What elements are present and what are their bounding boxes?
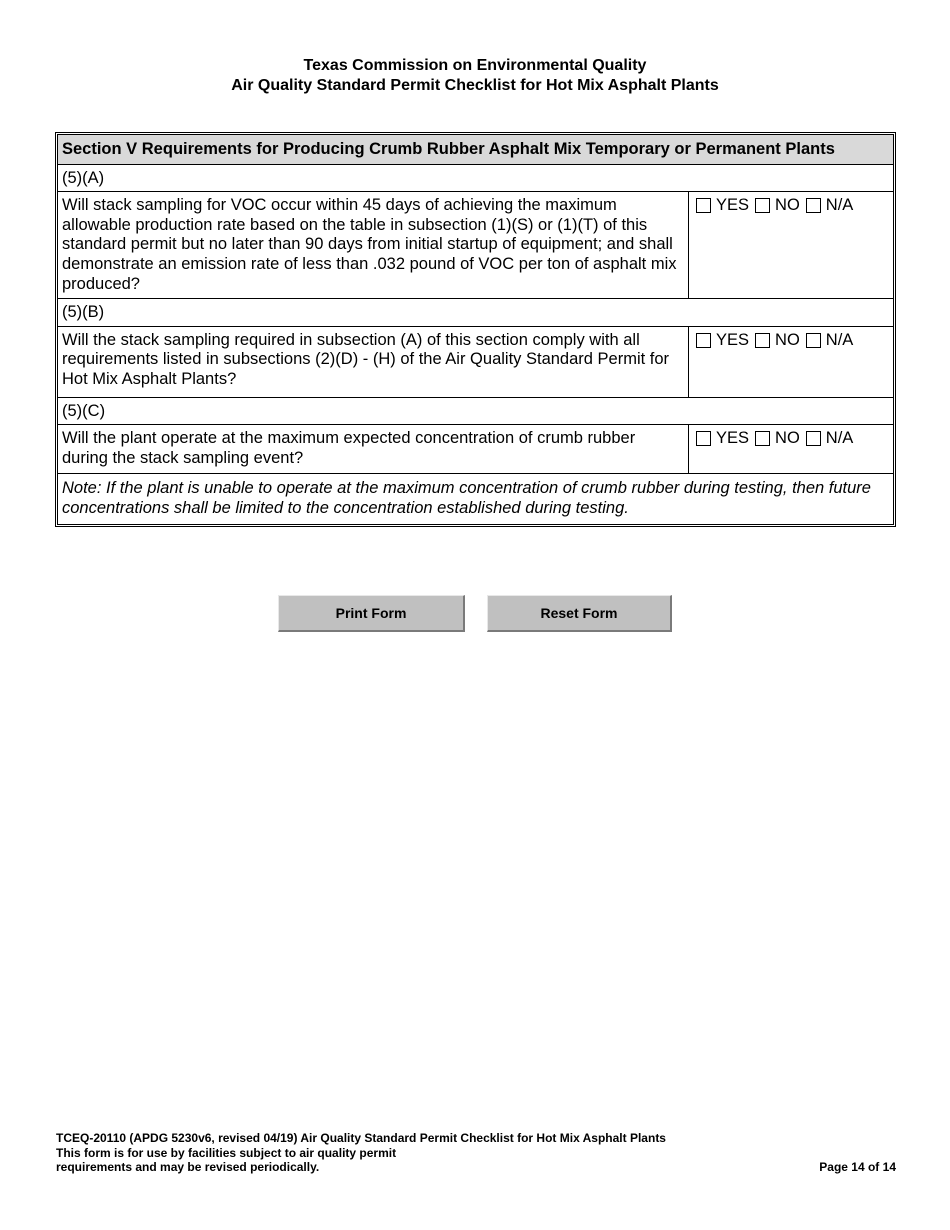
option-yes-label: YES [716,330,750,349]
checkbox-yes-5c[interactable] [696,431,711,446]
checkbox-no-5b[interactable] [755,333,770,348]
checkbox-yes-5a[interactable] [696,198,711,213]
footer-form-id: TCEQ-20110 (APDG 5230v6, revised 04/19) Air Quality Standard Permit Checklist for Hot Mix Asphalt Plants [56,1131,666,1145]
checkbox-na-5c[interactable] [806,431,821,446]
option-yes-label: YES [716,429,750,448]
note-text: Note: If the plant is unable to operate at the maximum concentration of crumb rubber during testing, then future concentrations shall be limited to the concentration established during testing. [58,473,893,523]
option-na-5c[interactable] [804,429,854,449]
form-buttons [278,595,678,635]
option-no-5c[interactable] [753,429,800,449]
option-yes-label: YES [716,196,750,215]
item-label-5a: (5)(A) [58,164,893,192]
option-no-5b[interactable] [753,331,800,351]
footer-usage-line1: This form is for use by facilities subject to air quality permit [56,1145,397,1160]
checkbox-no-5a[interactable] [755,198,770,213]
question-text-5a: Will stack sampling for VOC occur within 45 days of achieving the maximum allowable production rate based on the table in subsection (1)(S) or (1)(T) of this standard permit but no later than 90 days from initial startup of equipment; and shall demonstrate an emission rate of less than .032 pound of VOC per ton of asphalt mix produced? [58,192,689,298]
reset-form-button[interactable]: Reset Form [487,595,672,632]
section-title: Section V Requirements for Producing Crumb Rubber Asphalt Mix Temporary or Permanent Plants [58,135,893,164]
option-no-5a[interactable] [753,196,800,216]
option-no-label: NO [775,429,800,448]
answer-group-5c [689,425,893,473]
agency-title: Texas Commission on Environmental Quality [303,57,647,74]
page-header [0,56,950,96]
option-na-5b[interactable] [804,331,854,351]
question-row-5c [58,424,893,473]
option-na-label: N/A [825,429,854,448]
answer-group-5b [689,327,893,397]
page-footer [56,1131,896,1175]
print-form-button[interactable]: Print Form [278,595,465,632]
item-label-5c: (5)(C) [58,397,893,425]
answer-group-5a [689,192,893,298]
page-number: Page 14 of 14 [819,1160,896,1174]
checkbox-yes-5b[interactable] [696,333,711,348]
item-label-5b: (5)(B) [58,298,893,326]
question-row-5a [58,191,893,298]
option-na-5a[interactable] [804,196,854,216]
option-yes-5b[interactable] [694,331,749,351]
option-yes-5a[interactable] [694,196,749,216]
option-na-label: N/A [825,196,854,215]
checkbox-no-5c[interactable] [755,431,770,446]
option-no-label: NO [775,330,800,349]
checklist-table [55,132,896,527]
footer-usage-line2: requirements and may be revised periodically. [56,1160,320,1174]
checkbox-na-5a[interactable] [806,198,821,213]
checkbox-na-5b[interactable] [806,333,821,348]
option-yes-5c[interactable] [694,429,749,449]
question-text-5b: Will the stack sampling required in subsection (A) of this section comply with all requirements listed in subsections (2)(D) - (H) of the Air Quality Standard Permit for Hot Mix Asphalt Plants? [58,327,689,397]
form-title: Air Quality Standard Permit Checklist for Hot Mix Asphalt Plants [231,77,719,94]
question-text-5c: Will the plant operate at the maximum expected concentration of crumb rubber during the stack sampling event? [58,425,689,473]
option-no-label: NO [775,196,800,215]
question-row-5b [58,326,893,397]
option-na-label: N/A [825,330,854,349]
